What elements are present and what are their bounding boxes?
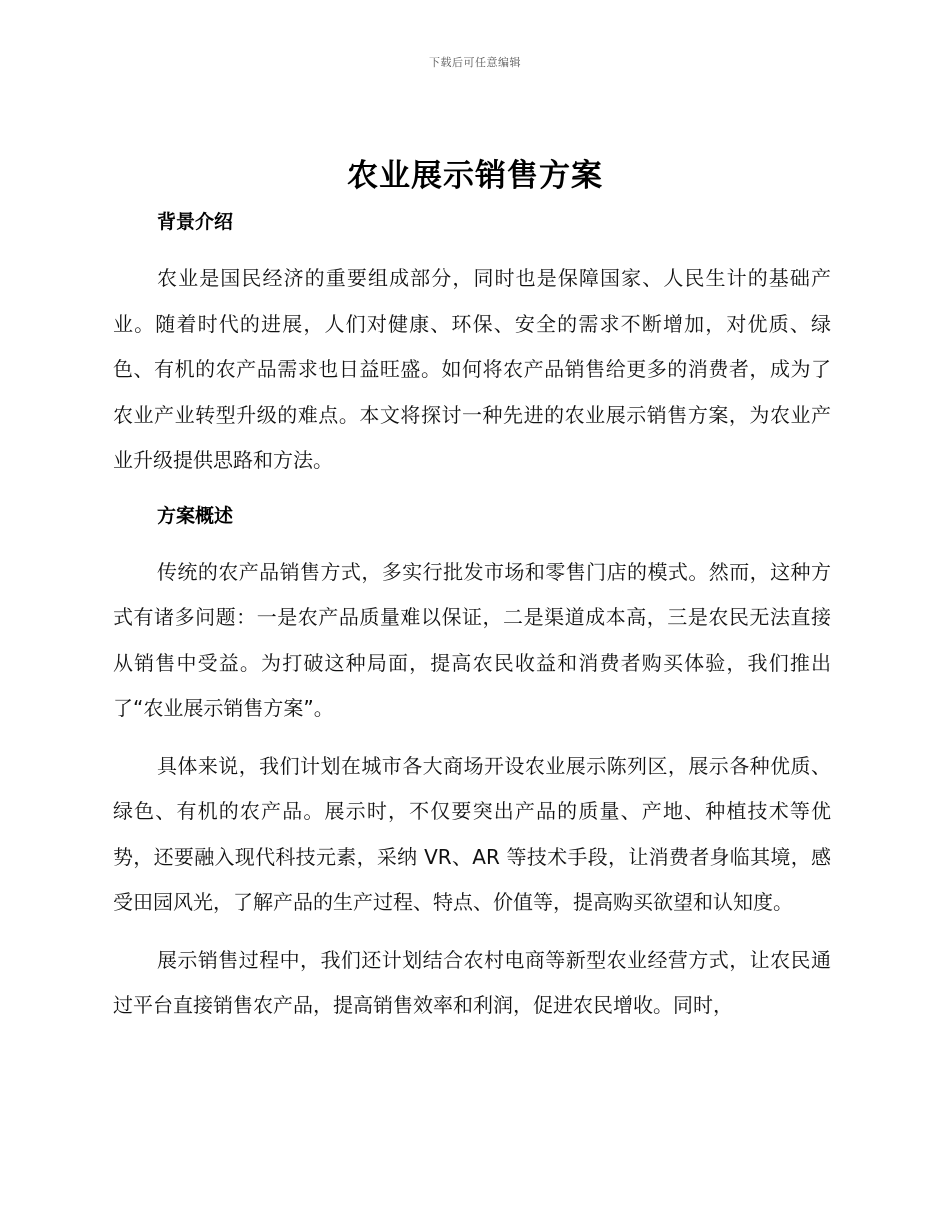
overview-paragraph-3: 展示销售过程中，我们还计划结合农村电商等新型农业经营方式，让农民通过平台直接销售农产品，提高销售效率和利润，促进农民增收。同时， [113, 947, 831, 1017]
section-heading-background: 背景介绍 [157, 211, 234, 233]
background-paragraph: 农业是国民经济的重要组成部分，同时也是保障国家、人民生计的基础产业。随着时代的进展，人们对健康、环保、安全的需求不断增加，对优质、绿色、有机的农产品需求也日益旺盛。如何将农产品销售给更多的消费者，成为了农业产业转型升级的难点。本文将探讨一种先进的农业展示销售方案，为农业产业升级提供思路和方法。 [113, 266, 831, 472]
overview-paragraph-1: 传统的农产品销售方式，多实行批发市场和零售门店的模式。然而，这种方式有诸多问题：一是农产品质量难以保证，二是渠道成本高，三是农民无法直接从销售中受益。为打破这种局面，提高农民收益和消费者购买体验，我们推出了“农业展示销售方案”。 [113, 559, 831, 720]
section-heading-overview: 方案概述 [157, 504, 234, 527]
document-body [113, 202, 831, 1029]
document-title: 农业展示销售方案 [347, 158, 603, 194]
overview-paragraph-2: 具体来说，我们计划在城市各大商场开设农业展示陈列区，展示各种优质、绿色、有机的农产品。展示时，不仅要突出产品的质量、产地、种植技术等优势，还要融入现代科技元素，采纳 VR、AR 等技术手段，让消费者身临其境，感受田园风光，了解产品的生产过程、特点、价值等，提高购买欲望和认知度。 [113, 753, 831, 914]
page-header-note: 下载后可任意编辑 [429, 56, 521, 69]
